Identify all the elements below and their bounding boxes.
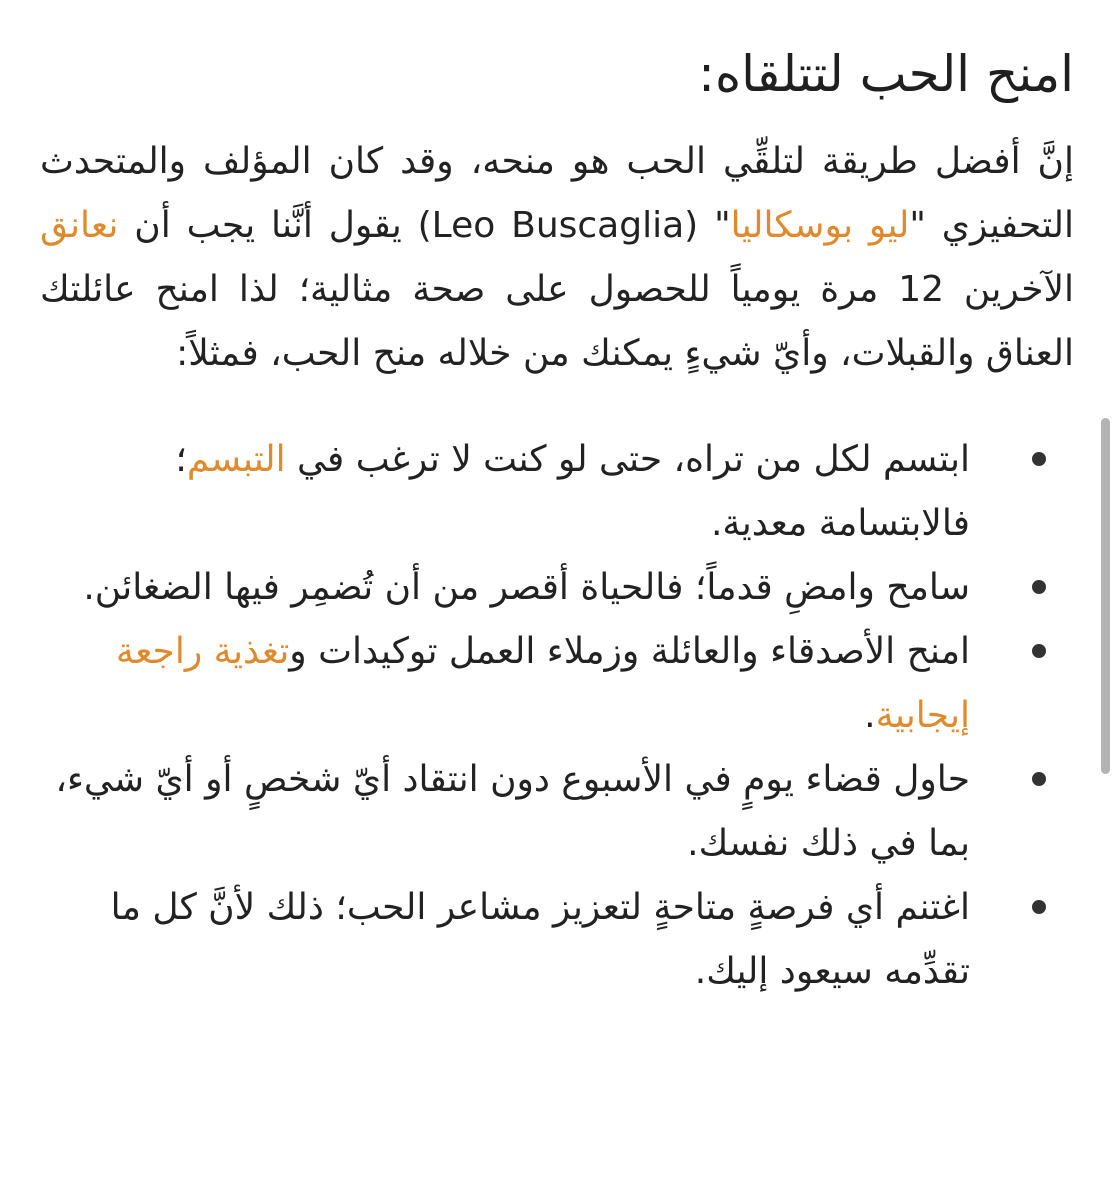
list-item xyxy=(40,620,970,748)
list-item-text: اغتنم أي فرصةٍ متاحةٍ لتعزيز مشاعر الحب؛ ذلك لأنَّ كل ما تقدِّمه سيعود إليك. xyxy=(110,887,970,992)
list-item xyxy=(40,876,970,1004)
list-item-text: ؛ فالابتسامة معدية. xyxy=(175,439,970,544)
bullet-dot-icon xyxy=(1032,900,1046,914)
latin-name: (Leo Buscaglia) xyxy=(417,205,699,246)
link-smile[interactable]: التبسم xyxy=(186,439,286,480)
bullet-dot-icon xyxy=(1032,580,1046,594)
intro-text: الآخرين 12 مرة يومياً للحصول على صحة مثالية؛ لذا امنح عائلتك العناق والقبلات، وأيّ شيءٍ يمكنك من خلاله منح الحب، فمثلاً: xyxy=(40,269,1074,374)
intro-text: يقول أنَّنا يجب أن xyxy=(118,205,418,246)
intro-text: إنَّ أفضل طريقة لتلقِّي الحب هو منحه، وقد كان المؤلف والمتحدث التحفيزي " xyxy=(40,141,1074,246)
intro-text: " xyxy=(698,205,731,246)
intro-paragraph xyxy=(40,130,1074,386)
vertical-scrollbar[interactable] xyxy=(1101,418,1110,774)
list-item xyxy=(40,748,970,876)
list-item xyxy=(40,556,970,620)
list-item-text: سامح وامضِ قدماً؛ فالحياة أقصر من أن تُضمِر فيها الضغائن. xyxy=(83,567,970,608)
link-leo-buscaglia[interactable]: ليو بوسكاليا xyxy=(730,205,910,246)
section-heading: امنح الحب لتتلقاه: xyxy=(698,45,1074,103)
article xyxy=(40,0,1074,1004)
bullet-dot-icon xyxy=(1032,452,1046,466)
list-item xyxy=(40,428,970,556)
list-item-text: ابتسم لكل من تراه، حتى لو كنت لا ترغب في xyxy=(285,439,970,480)
bullet-dot-icon xyxy=(1032,644,1046,658)
list-item-text: حاول قضاء يومٍ في الأسبوع دون انتقاد أيّ شخصٍ أو أيّ شيء، بما في ذلك نفسك. xyxy=(55,759,970,864)
list-item-text: . xyxy=(864,695,876,736)
link-hug[interactable]: نعانق xyxy=(40,205,119,246)
tips-list xyxy=(40,428,1074,1004)
bullet-dot-icon xyxy=(1032,772,1046,786)
list-item-text: امنح الأصدقاء والعائلة وزملاء العمل توكيدات و xyxy=(289,631,970,672)
link-positive-feedback[interactable]: تغذية راجعة إيجابية xyxy=(115,631,970,736)
